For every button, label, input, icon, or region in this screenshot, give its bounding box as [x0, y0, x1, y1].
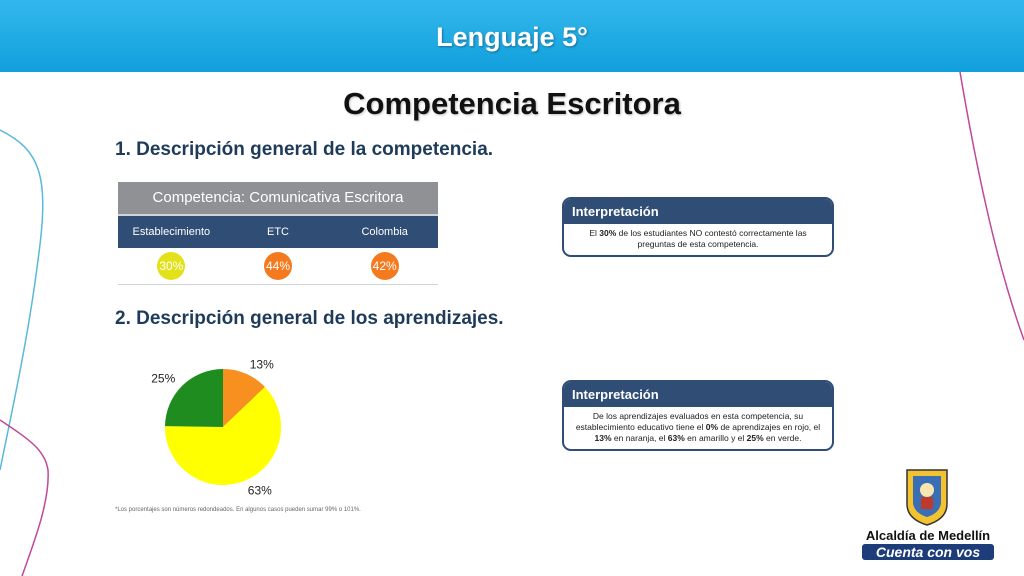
interpretation-box-2	[562, 380, 834, 451]
interpretation-text: El 30% de los estudiantes NO contestó correctamente las preguntas de esta competencia.	[589, 228, 807, 249]
value-badge: 42%	[371, 252, 399, 280]
column-header: Colombia	[361, 226, 408, 238]
pie-label: 63%	[247, 483, 272, 498]
crest-icon	[905, 466, 949, 526]
pie-label: 25%	[151, 371, 176, 386]
column-header: Establecimiento	[132, 226, 211, 238]
column-header: ETC	[267, 226, 289, 238]
section2-heading: 2. Descripción general de los aprendizajes.	[115, 308, 504, 329]
section1-heading: 1. Descripción general de la competencia.	[115, 139, 494, 160]
value-badge: 44%	[264, 252, 292, 280]
header-title: Lenguaje 5°	[436, 22, 588, 52]
pie-label: 13%	[249, 357, 274, 372]
interpretation-title: Interpretación	[564, 199, 832, 224]
interpretation-text: De los aprendizajes evaluados en esta competencia, su establecimiento educativo tiene el 0% de aprendizajes en rojo, el 13% en naranja, el 63% en amarillo y el 25% en verde.	[575, 411, 821, 443]
value-badge: 30%	[157, 252, 185, 280]
interpretation-box-1	[562, 197, 834, 257]
competency-table	[118, 182, 438, 285]
learning-pie-chart	[150, 355, 300, 500]
page-title: Competencia Escritora	[343, 86, 681, 121]
header-banner	[0, 0, 1024, 72]
logo-text: Alcaldía de Medellín	[865, 528, 991, 543]
interpretation-title: Interpretación	[564, 382, 832, 407]
competency-table-header	[118, 214, 438, 248]
logo-slogan: Cuenta con vos	[862, 544, 994, 560]
competency-table-row	[118, 248, 438, 285]
footnote: *Los porcentajes son números redondeados. En algunos casos pueden sumar 99% o 101%.	[115, 507, 361, 513]
competency-table-title: Competencia: Comunicativa Escritora	[118, 182, 438, 214]
